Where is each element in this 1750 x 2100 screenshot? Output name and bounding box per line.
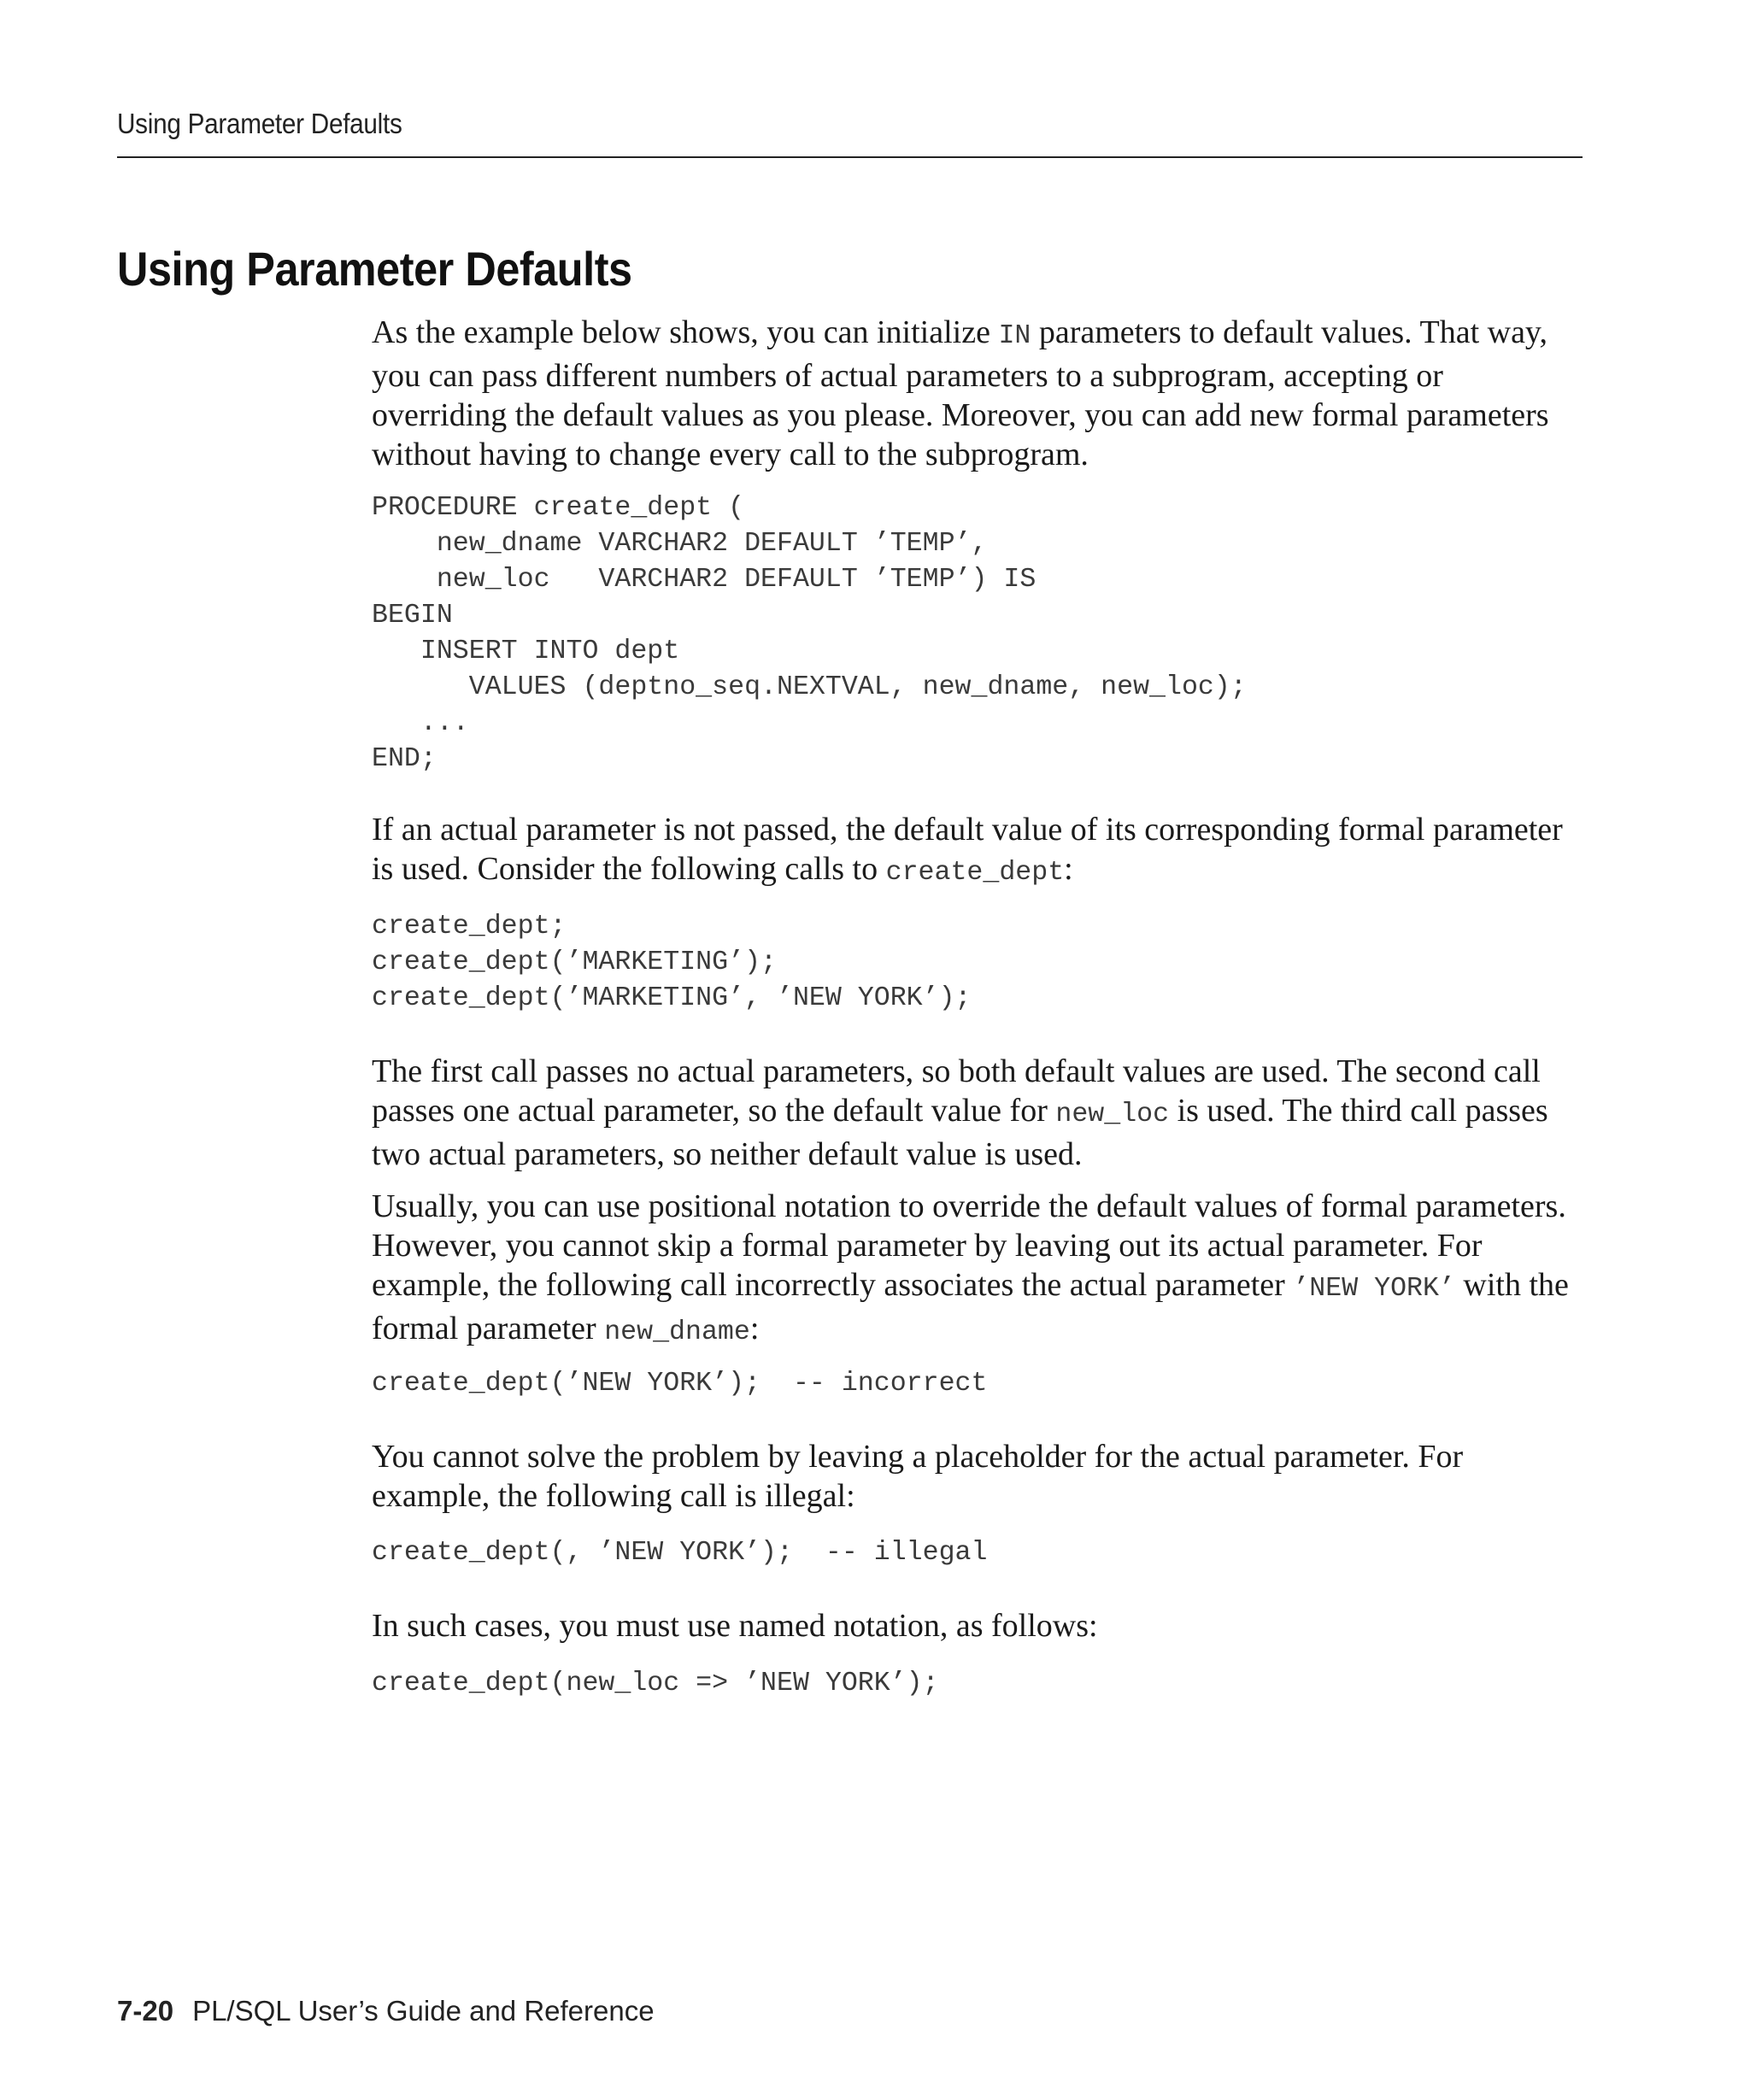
paragraph-placeholder: You cannot solve the problem by leaving a placeholder for the actual parameter. For example, the following call is illegal: xyxy=(372,1439,1464,1514)
code-block-calls: create_dept; create_dept(’MARKETING’); create_dept(’MARKETING’, ’NEW YORK’); xyxy=(372,912,972,1013)
page-footer xyxy=(117,1995,655,2027)
paragraph-text: : xyxy=(749,1311,760,1346)
code-block-illegal: create_dept(, ’NEW YORK’); -- illegal xyxy=(372,1538,988,1568)
paragraph-text: As the example below shows, you can initialize xyxy=(372,314,999,350)
code-block-incorrect: create_dept(’NEW YORK’); -- incorrect xyxy=(372,1369,988,1399)
header-rule xyxy=(117,156,1583,158)
code-block-create-dept: PROCEDURE create_dept ( new_dname VARCHAR2 DEFAULT ’TEMP’, new_loc VARCHAR2 DEFAULT ’TEMP’) IS BEGIN INSERT INTO dept VALUES (deptno_seq.NEXTVAL, new_dname, new_loc); ... END; xyxy=(372,493,1247,774)
paragraph-text: If an actual parameter is not passed, the default value of its corresponding formal parameter is used. Consider the following calls to xyxy=(372,812,1563,887)
paragraph-positional-notation xyxy=(372,1187,1585,1352)
paragraph-text: is used. The third call passes two actual parameters, so neither default value is used. xyxy=(372,1093,1548,1172)
paragraph-text: Usually, you can use positional notation to override the default values of formal parameters. However, you cannot skip a formal parameter by leaving out its actual parameter. For example, the following call incorrectly associates the actual parameter xyxy=(372,1188,1566,1303)
paragraph-calls-explained xyxy=(372,1052,1585,1174)
inline-code: new_loc xyxy=(1055,1100,1170,1129)
running-header: Using Parameter Defaults xyxy=(117,108,402,139)
paragraph-intro xyxy=(372,313,1585,474)
inline-code: new_dname xyxy=(604,1317,750,1347)
inline-code: create_dept xyxy=(885,858,1065,888)
paragraph-text: The first call passes no actual parameters, so both default values are used. The second call passes one actual parameter, so the default value for xyxy=(372,1053,1541,1129)
paragraph-text: parameters to default values. That way, you can pass different numbers of actual parameters to a subprogram, accepting or overriding the default values as you please. Moreover, you can add new formal parameters without having to change every call to the subprogram. xyxy=(372,314,1549,472)
paragraph-text: : xyxy=(1064,851,1073,887)
inline-code: ’NEW YORK’ xyxy=(1293,1274,1455,1304)
paragraph-text: with the formal parameter xyxy=(372,1267,1569,1346)
section-title: Using Parameter Defaults xyxy=(117,242,632,296)
book-title: PL/SQL User’s Guide and Reference xyxy=(192,1995,655,2027)
code-block-named-notation: create_dept(new_loc => ’NEW YORK’); xyxy=(372,1669,939,1698)
paragraph-default-value xyxy=(372,810,1585,893)
inline-code: IN xyxy=(998,321,1031,351)
paragraph-named-notation: In such cases, you must use named notation, as follows: xyxy=(372,1608,1098,1644)
page-number: 7-20 xyxy=(117,1995,174,2027)
